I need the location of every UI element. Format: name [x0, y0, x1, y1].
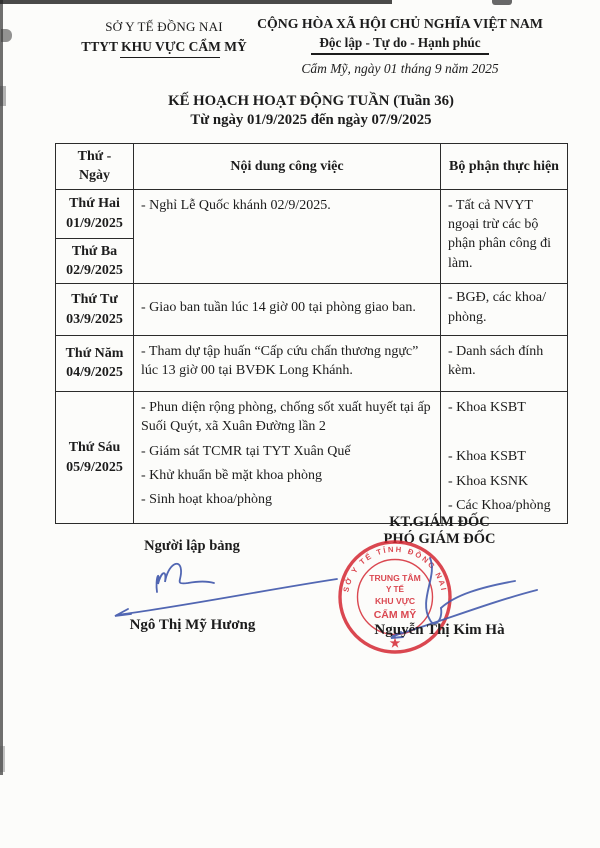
day-date: 02/9/2025 [66, 262, 123, 278]
day-name: Thứ Hai [69, 196, 120, 212]
list-item: - Giao ban tuần lúc 14 giờ 00 tại phòng giao ban. [141, 299, 416, 315]
scan-artifact-left-edge [0, 0, 3, 775]
list-item: - Các Khoa/phòng [448, 497, 551, 513]
issuing-org-block [58, 18, 270, 58]
content-cell-friday [134, 391, 441, 523]
title-line-2: Từ ngày 01/9/2025 đến ngày 07/9/2025 [190, 112, 432, 129]
table-row-thursday [56, 335, 568, 391]
day-name: Thứ Tư [71, 292, 118, 308]
stamp-center-line1: TRUNG TÂM [369, 573, 421, 583]
scan-artifact-top-edge [0, 0, 392, 4]
day-date: 04/9/2025 [66, 365, 123, 381]
scan-artifact-top-blob [492, 0, 512, 5]
document-title [55, 92, 567, 130]
stamp-center-line4: CẨM MỸ [373, 609, 417, 621]
approver-title-line1: KT.GIÁM ĐỐC [389, 514, 490, 530]
table-row-monday [56, 189, 568, 238]
stamp-center-line3: KHU VỰC [374, 596, 416, 606]
weekly-plan-table [55, 143, 568, 524]
approver-name: Nguyễn Thị Kim Hà [374, 622, 505, 638]
day-cell-tuesday [56, 238, 134, 284]
scan-artifact-blob [0, 86, 6, 106]
list-item: - Khoa KSBT [448, 399, 526, 415]
list-item: - Giám sát TCMR tại TYT Xuân Quế [141, 443, 351, 459]
list-item: - BGĐ, các khoa/ phòng. [448, 290, 546, 325]
preparer-name: Ngô Thị Mỹ Hương [129, 617, 256, 633]
table-row-friday [56, 391, 568, 523]
stamp-center-line2: Y TẾ [385, 585, 405, 594]
national-title: CỘNG HÒA XÃ HỘI CHỦ NGHĨA VIỆT NAM [257, 16, 543, 31]
org-underline [120, 57, 220, 59]
list-item: - Tham dự tập huấn “Cấp cứu chấn thương ngực” lúc 13 giờ 00 tại BVĐK Long Khánh. [141, 344, 419, 379]
day-cell-monday [56, 189, 134, 238]
dept-cell-thursday [441, 335, 568, 391]
day-date: 01/9/2025 [66, 215, 123, 231]
content-cell-mon-tue [134, 189, 441, 284]
stamp-star-icon: ★ [389, 636, 401, 650]
org-parent-name: SỞ Y TẾ ĐỒNG NAI [105, 19, 223, 34]
list-item: - Khử khuẩn bề mặt khoa phòng [141, 467, 322, 483]
table-row-wednesday [56, 284, 568, 336]
day-name: Thứ Ba [71, 243, 118, 259]
day-cell-thursday [56, 335, 134, 391]
motto-underline [311, 53, 489, 55]
table-header-row [56, 144, 568, 190]
approver-title-line2: PHÓ GIÁM ĐỐC [383, 531, 496, 548]
day-cell-wednesday [56, 284, 134, 336]
content-cell-thursday [134, 335, 441, 391]
scan-artifact-blob [0, 746, 5, 772]
preparer-title: Người lập bảng [144, 538, 240, 554]
day-name: Thứ Năm [65, 346, 124, 362]
org-unit-name: TTYT KHU VỰC CẨM MỸ [81, 38, 247, 54]
place-and-date: Cẩm Mỹ, ngày 01 tháng 9 năm 2025 [301, 60, 499, 76]
day-name: Thứ Sáu [68, 440, 121, 456]
list-item: - Sinh hoạt khoa/phòng [141, 492, 273, 508]
dept-cell-friday [441, 391, 568, 523]
col-header-content: Nội dung công việc [134, 144, 441, 190]
content-cell-wednesday [134, 284, 441, 336]
list-item: - Phun diện rộng phòng, chống sốt xuất huyết tại ấp Suối Quýt, xã Xuân Đường lần 2 [141, 399, 431, 435]
list-item: - Danh sách đính kèm. [448, 343, 544, 379]
scan-artifact-blob [1, 29, 12, 42]
col-header-dept: Bộ phận thực hiện [441, 144, 568, 190]
list-item: - Khoa KSNK [448, 473, 529, 489]
day-date: 05/9/2025 [66, 459, 123, 475]
day-cell-friday [56, 391, 134, 523]
national-motto-block [252, 16, 548, 77]
national-motto: Độc lập - Tự do - Hạnh phúc [319, 35, 481, 50]
list-item: - Khoa KSBT [448, 449, 526, 465]
stamp-ring-text: SỞ Y TẾ TỈNH ĐỒNG NAI [341, 544, 449, 593]
dept-cell-wednesday [441, 284, 568, 336]
col-header-day: Thứ - Ngày [56, 144, 134, 190]
preparer-signature-ink [95, 552, 350, 624]
dept-cell-mon-tue [441, 189, 568, 284]
list-item: - Nghỉ Lễ Quốc khánh 02/9/2025. [141, 197, 331, 213]
list-item: - Tất cả NVYT ngoại trừ các bộ phận phân công đi làm. [448, 197, 552, 271]
day-date: 03/9/2025 [66, 311, 123, 327]
title-line-1: KẾ HOẠCH HOẠT ĐỘNG TUẦN (Tuần 36) [168, 93, 454, 109]
